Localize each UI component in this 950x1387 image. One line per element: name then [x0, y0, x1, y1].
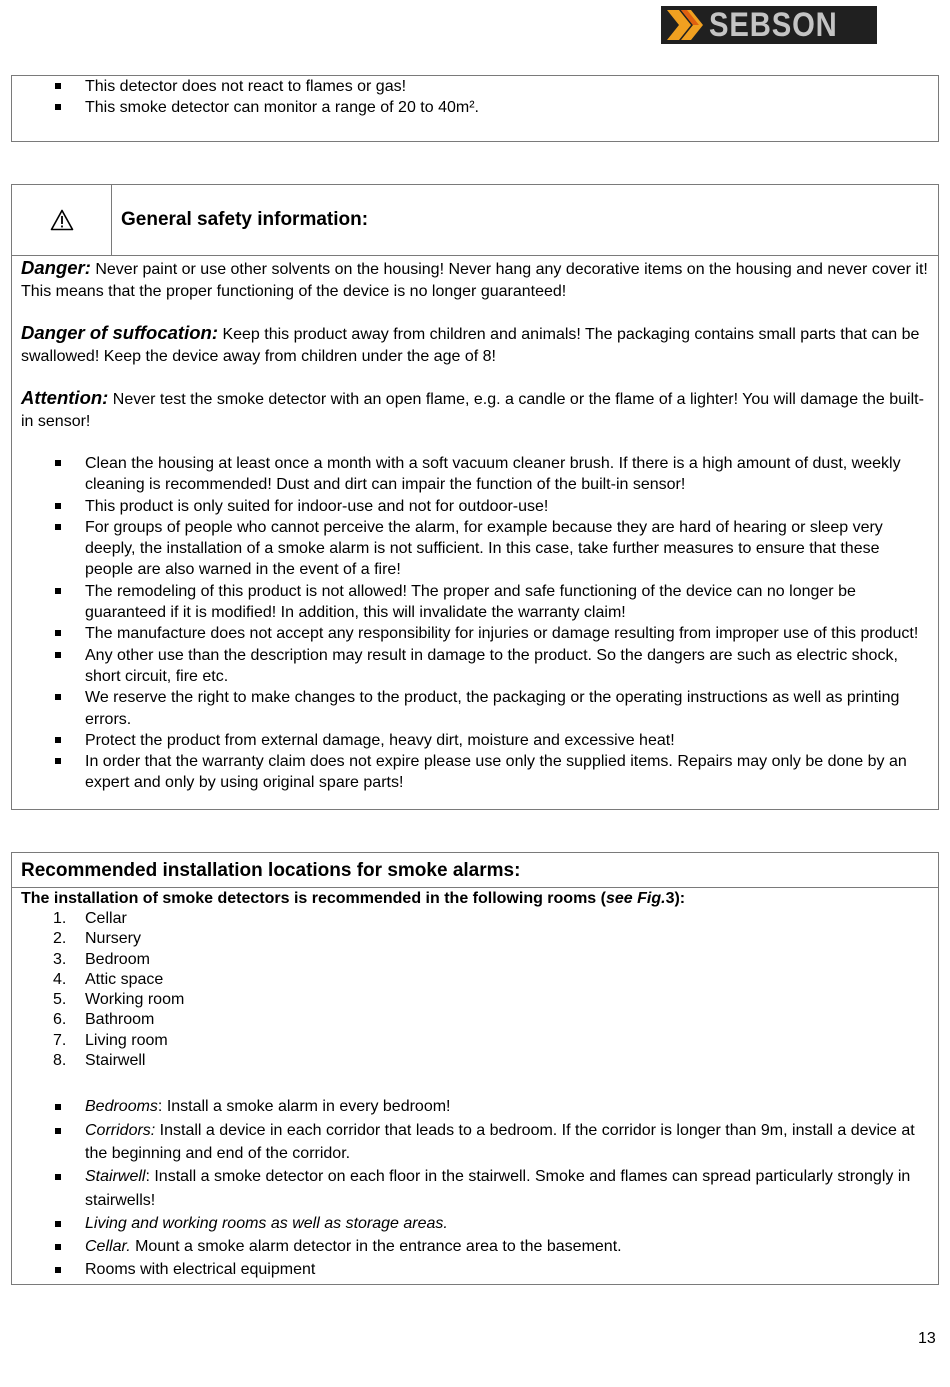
- note-label: Living and working rooms as well as storage areas.: [85, 1214, 448, 1232]
- warning-cell: [12, 185, 112, 255]
- item-number: 7.: [53, 1031, 67, 1049]
- danger-label: Danger:: [21, 257, 91, 278]
- room-name: Stairwell: [85, 1052, 146, 1070]
- figure-reference: see Fig.: [605, 890, 666, 907]
- list-item: [12, 1010, 938, 1030]
- list-item: [12, 1258, 938, 1281]
- room-name: Working room: [85, 991, 185, 1009]
- list-item: In order that the warranty claim does not expire please use only the supplied items. Repairs may only be done by an expert and only by using original spare parts!: [12, 751, 938, 794]
- intro-list: [12, 76, 938, 119]
- danger-paragraph: [12, 257, 938, 302]
- suffocation-label: Danger of suffocation:: [21, 322, 218, 343]
- sebson-logo: [661, 6, 877, 44]
- chevron-logo-icon: [661, 6, 709, 44]
- list-item: [12, 970, 938, 990]
- warning-triangle-icon: [50, 209, 74, 231]
- room-name: Bathroom: [85, 1011, 155, 1029]
- list-item: [12, 1235, 938, 1258]
- attention-label: Attention:: [21, 387, 109, 408]
- room-name: Attic space: [85, 970, 164, 988]
- list-item: This product is only suited for indoor-use and not for outdoor-use!: [12, 496, 938, 517]
- list-item: Any other use than the description may result in damage to the product. So the dangers are such as electric shock, short circuit, fire etc.: [12, 645, 938, 688]
- note-text: : Install a smoke detector on each floor in the stairwell. Smoke and flames can spread particularly strongly in stairwells!: [85, 1168, 911, 1209]
- room-name: Cellar: [85, 910, 127, 927]
- list-item: [12, 950, 938, 970]
- list-item: [12, 1031, 938, 1051]
- list-item: This detector does not react to flames or gas!: [12, 76, 938, 97]
- page-number: 13: [918, 1330, 936, 1347]
- intro-text: The installation of smoke detectors is recommended in the following rooms (: [21, 890, 606, 907]
- note-text: Rooms with electrical equipment: [85, 1261, 316, 1279]
- item-number: 1.: [53, 910, 67, 927]
- item-number: 5.: [53, 991, 67, 1009]
- item-number: 2.: [53, 930, 67, 948]
- note-label: Cellar.: [85, 1238, 131, 1256]
- list-item: Clean the housing at least once a month with a soft vacuum cleaner brush. If there is a high amount of dust, weekly cleaning is recommended! Dust and dirt can impair the function of the built-in sensor!: [12, 453, 938, 496]
- item-number: 4.: [53, 970, 67, 988]
- list-item: We reserve the right to make changes to the product, the packaging or the operating instructions as well as printing errors.: [12, 687, 938, 730]
- list-item: [12, 1051, 938, 1071]
- attention-text: Never test the smoke detector with an open flame, e.g. a candle or the flame of a lighter! You will damage the built-in sensor!: [21, 391, 924, 430]
- note-label: Bedrooms: [85, 1098, 158, 1116]
- list-item: [12, 1165, 938, 1212]
- room-name: Living room: [85, 1031, 168, 1049]
- section-title: General safety information:: [121, 209, 369, 230]
- list-item: [12, 1212, 938, 1235]
- location-notes-list: [12, 1095, 938, 1281]
- section-title: Recommended installation locations for smoke alarms:: [12, 853, 938, 888]
- list-item: The remodeling of this product is not allowed! The proper and safe functioning of the device can no longer be guaranteed if it is modified! In addition, this will invalidate the warranty claim!: [12, 581, 938, 624]
- note-text: Mount a smoke alarm detector in the entrance area to the basement.: [130, 1238, 622, 1256]
- note-text: Install a device in each corridor that leads to a bedroom. If the corridor is longer than 9m, install a device at the beginning and end of the corridor.: [85, 1121, 915, 1162]
- list-item: [12, 909, 938, 929]
- danger-text: Never paint or use other solvents on the housing! Never hang any decorative items on the housing and never cover it! This means that the proper functioning of the device is no longer guaranteed!: [21, 261, 928, 300]
- list-item: This smoke detector can monitor a range of 20 to 40m².: [12, 97, 938, 118]
- list-item: The manufacture does not accept any responsibility for injuries or damage resulting from improper use of this product!: [12, 623, 938, 644]
- rooms-list: [12, 909, 938, 1071]
- item-number: 6.: [53, 1011, 67, 1029]
- figure-number: 3: [665, 890, 675, 907]
- room-name: Bedroom: [85, 950, 150, 968]
- list-item: [12, 990, 938, 1010]
- locations-box: [11, 852, 939, 1285]
- locations-intro: [12, 888, 938, 909]
- room-name: Nursery: [85, 930, 142, 948]
- list-item: [12, 1095, 938, 1118]
- item-number: 8.: [53, 1052, 67, 1070]
- list-item: Protect the product from external damage, heavy dirt, moisture and excessive heat!: [12, 730, 938, 751]
- attention-paragraph: [12, 387, 938, 432]
- suffocation-paragraph: [12, 322, 938, 367]
- safety-header: [12, 185, 938, 256]
- item-number: 3.: [53, 950, 67, 968]
- note-label: Stairwell: [85, 1168, 146, 1186]
- safety-list: [12, 453, 938, 794]
- intro-box: [11, 75, 939, 142]
- list-item: [12, 1119, 938, 1166]
- list-item: For groups of people who cannot perceive the alarm, for example because they are hard of hearing or sleep very deeply, the installation of a smoke alarm is not sufficient. In this case, take further measures to ensure that these people are also warned in the event of a fire!: [12, 517, 938, 581]
- list-item: [12, 929, 938, 949]
- suffocation-text: Keep this product away from children and animals! The packaging contains small parts that can be swallowed! Keep the device away from children under the age of 8!: [21, 326, 920, 365]
- note-text: : Install a smoke alarm in every bedroom!: [157, 1098, 451, 1116]
- intro-text-end: ):: [674, 890, 686, 907]
- note-label: Corridors:: [85, 1121, 156, 1139]
- safety-box: [11, 184, 939, 810]
- brand-name: SEBSON: [709, 6, 838, 44]
